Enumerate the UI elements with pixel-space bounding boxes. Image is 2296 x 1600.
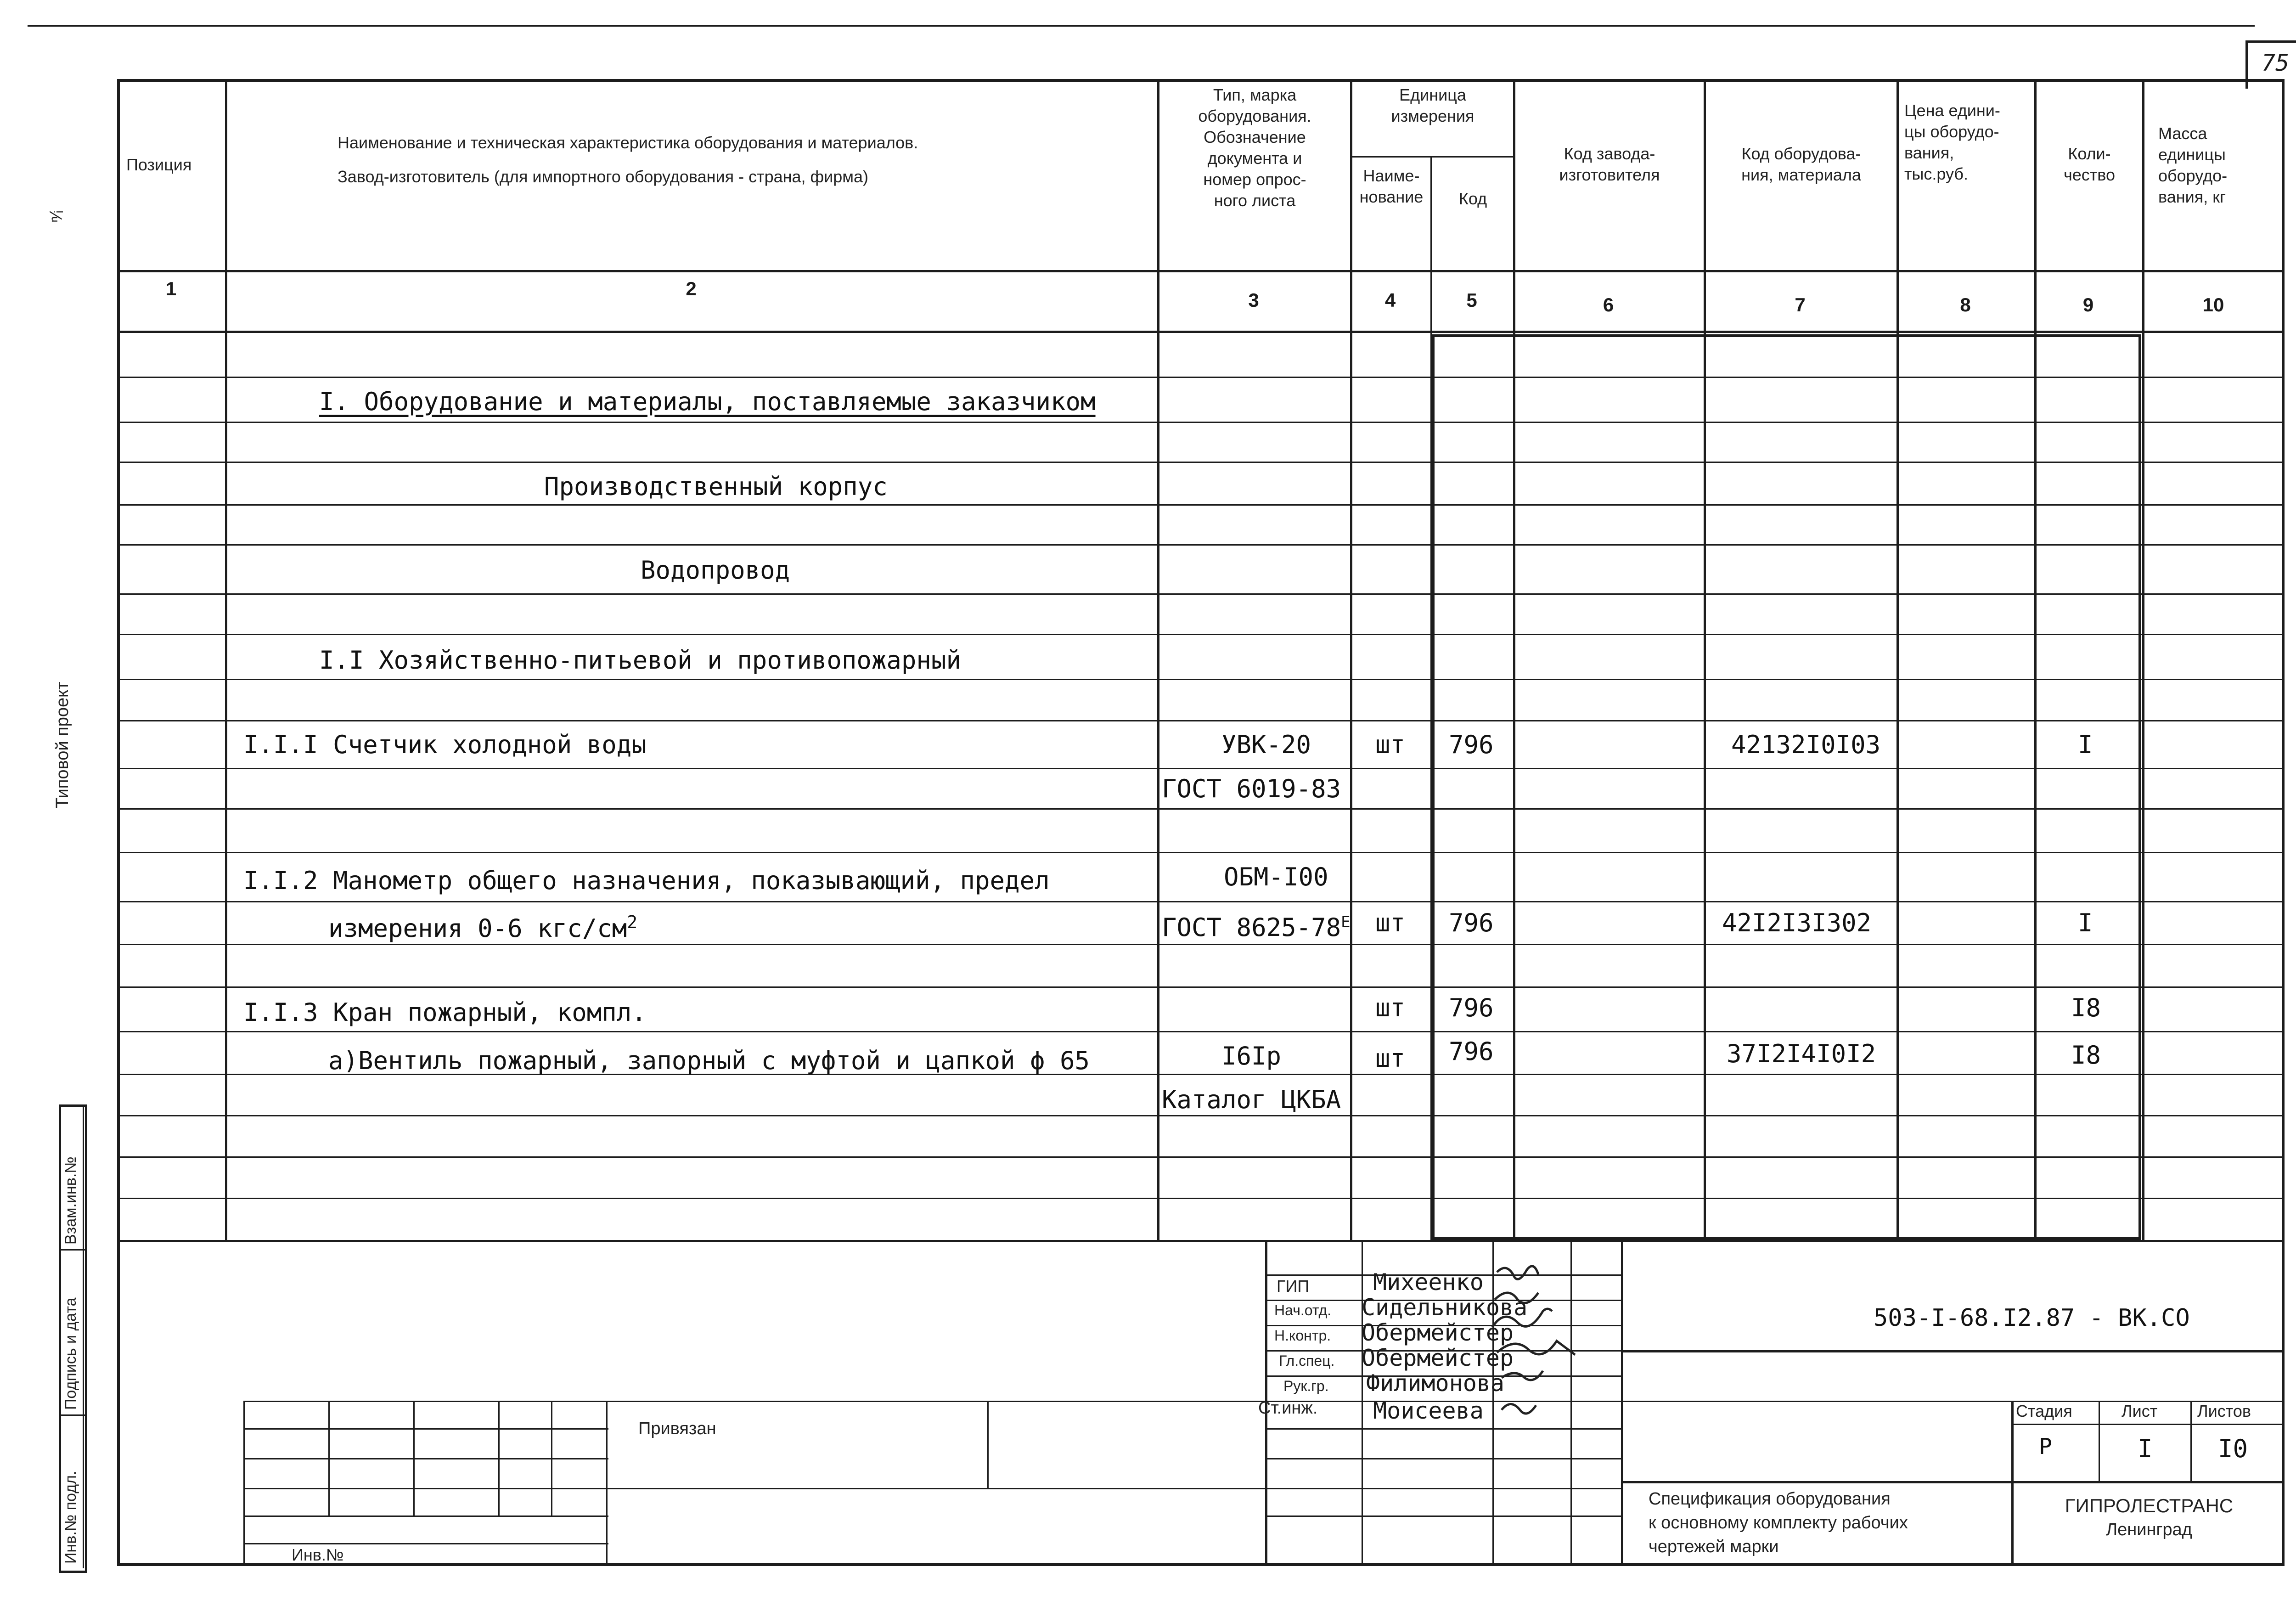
- side-label-sign-date: Подпись и дата: [62, 1297, 79, 1410]
- item2-material-code: 42I2I3I302: [1722, 908, 1872, 937]
- col-num-10: 10: [2202, 294, 2224, 315]
- item3a-type: I6Iр: [1221, 1042, 1282, 1070]
- header-material-code: Код оборудова- ния, материала: [1741, 144, 1861, 184]
- item2-unit: шт: [1375, 908, 1406, 937]
- item1-code: 796: [1449, 730, 1494, 759]
- item3a-name: а)Вентиль пожарный, запорный с муфтой и цапкой ϕ 65: [328, 1046, 1090, 1075]
- side-label-inv-orig: Инв.№ подл.: [62, 1470, 79, 1564]
- item3a-qty: I8: [2071, 1041, 2101, 1070]
- header-type: Тип, марка оборудования. Обозначение документа и номер опрос- ного листа: [1198, 85, 1311, 210]
- side-label-inv-replace: Взам.инв.№: [62, 1156, 79, 1245]
- side-label-project: Типовой проект: [53, 682, 72, 808]
- sheets-label: Листов: [2197, 1402, 2251, 1420]
- signer-role-4: Гл.спец.: [1279, 1352, 1335, 1369]
- sheets-value: I0: [2218, 1434, 2248, 1463]
- item2-code: 796: [1449, 908, 1494, 937]
- signer-role-6: Ст.инж.: [1258, 1398, 1318, 1418]
- sheet-label: Лист: [2122, 1402, 2158, 1420]
- signer-name-1: Михеенко: [1373, 1269, 1484, 1296]
- signer-role-2: Нач.отд.: [1274, 1302, 1332, 1318]
- header-unit-name: Наиме- нование: [1359, 166, 1424, 206]
- header-position: Позиция: [126, 155, 192, 174]
- item2-doc: ГОСТ $8625-78^Е$: [1162, 913, 1351, 942]
- col-num-5: 5: [1466, 289, 1477, 311]
- item1-qty: I: [2078, 730, 2093, 759]
- item1-name: I.I.I Счетчик холодной воды: [243, 730, 647, 759]
- document-code: 503-I-68.I2.87 - ВК.СО: [1874, 1304, 2190, 1332]
- item2-type: ОБМ-I00: [1224, 862, 1328, 891]
- item3-unit: шт: [1375, 993, 1406, 1022]
- col-num-8: 8: [1960, 294, 1971, 315]
- signer-role-1: ГИП: [1277, 1277, 1310, 1296]
- item3-name: I.I.3 Кран пожарный, компл.: [243, 998, 647, 1027]
- signer-name-6: Моисеева: [1373, 1397, 1484, 1424]
- sheet-value: I: [2138, 1434, 2153, 1463]
- col-num-7: 7: [1795, 294, 1806, 315]
- item2-qty: I: [2078, 908, 2093, 937]
- header-factory-code: Код завода- изготовителя: [1559, 144, 1660, 184]
- item3-qty: I8: [2071, 993, 2101, 1022]
- section-title: I. Оборудование и материалы, поставляемые заказчиком: [319, 387, 1096, 416]
- signer-name-2: Сидельникова: [1362, 1294, 1528, 1321]
- stage-label: Стадия: [2016, 1402, 2072, 1420]
- item1-type: УВК-20: [1221, 730, 1311, 759]
- header-name-line2: Завод-изготовитель (для импортного оборудования - страна, фирма): [338, 167, 869, 186]
- item2-name-line2: измерения 0-6 кгс/$см^2$: [328, 912, 638, 943]
- signer-name-3: Обермейстер: [1362, 1319, 1514, 1346]
- item3a-unit: шт: [1375, 1044, 1406, 1073]
- header-mass: Масса единицы оборудо- вания, кг: [2158, 124, 2228, 206]
- header-price: Цена едини- цы оборудо- вания, тыс.руб.: [1904, 101, 2000, 183]
- signer-role-3: Н.контр.: [1274, 1327, 1331, 1344]
- col-num-6: 6: [1603, 294, 1614, 315]
- signatures: [1488, 1258, 1626, 1433]
- signer-name-4: Обермейстер: [1362, 1345, 1514, 1371]
- col-num-1: 1: [165, 278, 177, 299]
- inv-no-label: Инв.№: [292, 1545, 344, 1564]
- item2-name-line1: I.I.2 Манометр общего назначения, показывающий, предел: [243, 866, 1050, 895]
- margin-mark: ⁿ⁄ᵢ: [46, 210, 66, 223]
- col-num-9: 9: [2082, 294, 2094, 315]
- organization-name: ГИПРОЛЕСТРАНС: [2065, 1495, 2234, 1516]
- item1-material-code: 42132I0I03: [1731, 730, 1881, 759]
- item1-unit: шт: [1375, 730, 1406, 759]
- subsection-title: I.I Хозяйственно-питьевой и противопожарный: [319, 646, 961, 675]
- page-number: 75: [2262, 50, 2290, 76]
- highlight-box: [1432, 334, 2141, 1240]
- signer-name-5: Филимонова: [1366, 1370, 1505, 1397]
- item3-code: 796: [1449, 993, 1494, 1022]
- signer-role-5: Рук.гр.: [1283, 1378, 1329, 1394]
- water-title: Водопровод: [641, 556, 790, 585]
- item3a-material-code: 37I2I4I0I2: [1727, 1039, 1876, 1068]
- col-num-3: 3: [1248, 289, 1259, 311]
- item1-doc: ГОСТ 6019-83: [1162, 774, 1341, 803]
- col-num-2: 2: [686, 278, 697, 299]
- header-quantity: Коли- чество: [2063, 144, 2115, 184]
- building-title: Производственный корпус: [544, 472, 888, 501]
- description: Спецификация оборудования к основному комплекту рабочих чертежей марки: [1649, 1489, 1908, 1556]
- col-num-4: 4: [1384, 289, 1396, 311]
- item3a-code: 796: [1449, 1037, 1494, 1066]
- organization-city: Ленинград: [2106, 1520, 2192, 1539]
- stage-value: Р: [2039, 1434, 2052, 1459]
- privyazan-label: Привязан: [638, 1419, 716, 1438]
- header-name-line1: Наименование и техническая характеристика оборудования и материалов.: [338, 133, 918, 152]
- item3a-doc: Каталог ЦКБА: [1162, 1085, 1341, 1114]
- header-unit-group: Единица измерения: [1391, 85, 1474, 125]
- header-unit-code: Код: [1458, 189, 1487, 208]
